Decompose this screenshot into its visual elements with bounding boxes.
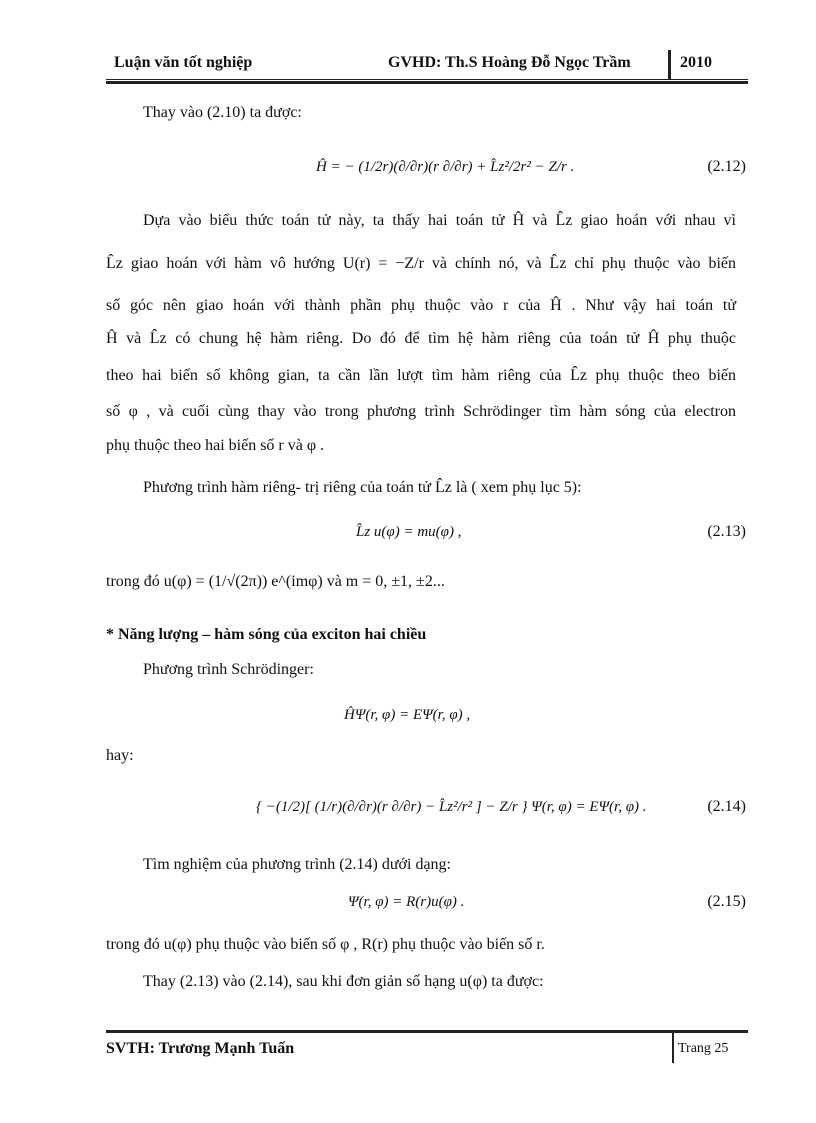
equation-2-12: Ĥ = − (1/2r)(∂/∂r)(r ∂/∂r) + L̂z²/2r² − Z/r . (316, 159, 575, 175)
equation-2-15: Ψ(r, φ) = R(r)u(φ) . (348, 894, 465, 910)
header-advisor: GVHD: Th.S Hoàng Đỗ Ngọc Trầm (388, 54, 631, 71)
paragraph-line: phụ thuộc theo hai biến số r và φ . (106, 437, 325, 454)
header-rule-thin (106, 79, 748, 80)
section-heading: * Năng lượng – hàm sóng của exciton hai chiều (106, 626, 427, 643)
footer-page-number: Trang 25 (678, 1041, 729, 1056)
paragraph-schrodinger: Phương trình Schrödinger: (143, 661, 314, 678)
paragraph-where: trong đó u(φ) = (1/√(2π)) e^(imφ) và m = 0, ±1, ±2... (106, 573, 445, 590)
paragraph-eigen: Phương trình hàm riêng- trị riêng của toán tử L̂z là ( xem phụ lục 5): (143, 479, 582, 496)
paragraph-where-2: trong đó u(φ) phụ thuộc vào biến số φ , R(r) phụ thuộc vào biến số r. (106, 936, 545, 953)
equation-number-2-12: (2.12) (707, 158, 746, 175)
header-title: Luận văn tốt nghiệp (114, 54, 253, 71)
paragraph-line: số φ , và cuối cùng thay vào trong phương trình Schrödinger tìm hàm sóng của electron (106, 403, 736, 420)
footer-divider (672, 1033, 674, 1063)
paragraph-line: Ĥ và L̂z có chung hệ hàm riêng. Do đó để tìm hệ hàm riêng của toán tử Ĥ phụ thuộc (106, 330, 736, 347)
equation-2-13: L̂z u(φ) = mu(φ) , (356, 524, 462, 540)
paragraph-hay: hay: (106, 747, 134, 764)
page-footer (106, 1030, 748, 1064)
header-year: 2010 (680, 54, 712, 71)
paragraph-substitute: Thay (2.13) vào (2.14), sau khi đơn giản số hạng u(φ) ta được: (143, 973, 544, 990)
paragraph-line: Dựa vào biểu thức toán tử này, ta thấy hai toán tử Ĥ và L̂z giao hoán với nhau vì (143, 212, 736, 229)
paragraph-intro: Thay vào (2.10) ta được: (143, 104, 302, 121)
header-rule (106, 81, 748, 84)
paragraph-line: L̂z giao hoán với hàm vô hướng U(r) = −Z/r và chính nó, và L̂z chỉ phụ thuộc vào biến (106, 255, 736, 272)
page-header (106, 50, 748, 82)
equation-number-2-13: (2.13) (707, 523, 746, 540)
equation-2-14: { −(1/2)[ (1/r)(∂/∂r)(r ∂/∂r) − L̂z²/r² ] − Z/r } Ψ(r, φ) = EΨ(r, φ) . (256, 799, 647, 815)
header-divider (668, 50, 671, 80)
equation-schrodinger: ĤΨ(r, φ) = EΨ(r, φ) , (344, 707, 471, 723)
paragraph-solution: Tìm nghiệm của phương trình (2.14) dưới dạng: (143, 856, 451, 873)
equation-number-2-14: (2.14) (707, 798, 746, 815)
equation-number-2-15: (2.15) (707, 893, 746, 910)
paragraph-line: số góc nên giao hoán với thành phần phụ thuộc vào r của Ĥ . Như vậy hai toán tử (106, 297, 736, 314)
footer-rule (106, 1030, 748, 1033)
footer-author: SVTH: Trương Mạnh Tuấn (106, 1040, 295, 1057)
paragraph-line: theo hai biến số không gian, ta cần lần lượt tìm hàm riêng của L̂z phụ thuộc theo biến (106, 367, 736, 384)
